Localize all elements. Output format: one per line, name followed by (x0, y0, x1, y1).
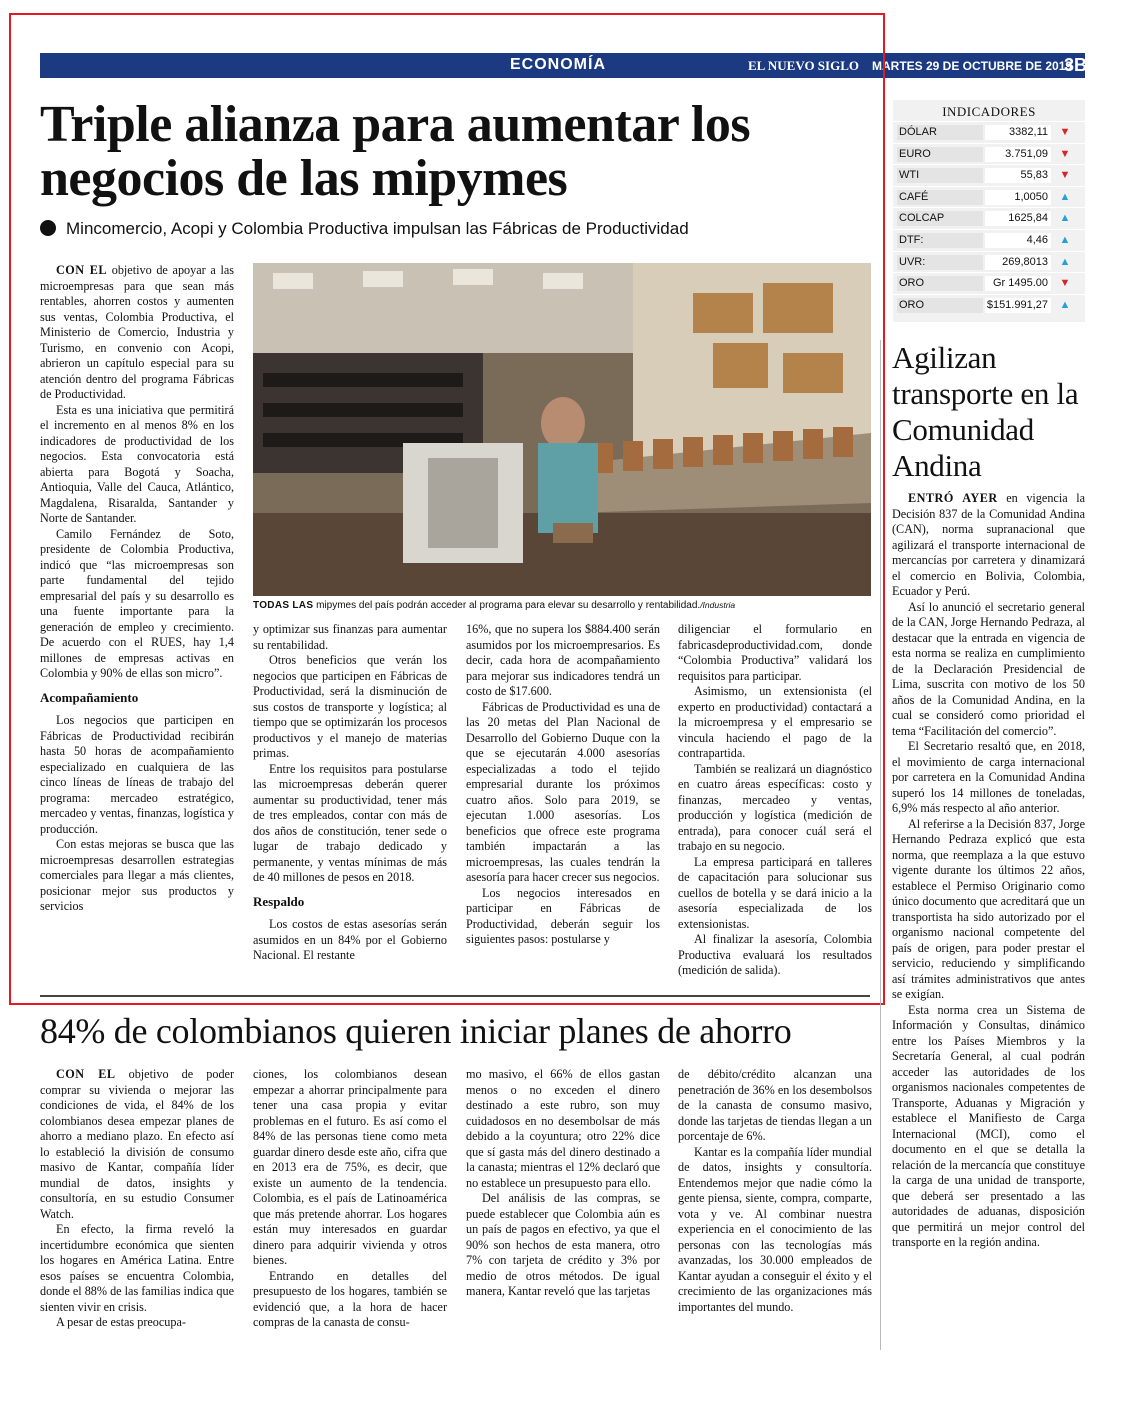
paragraph: Entre los requisitos para postularse las microempresas deberán querer aumentar su productividad, tener más de tres empleados, contar con más de dos años de constitución, tener sede o lugar de trabajo dedicado y permanente, y ventas mínimas de más de 40 millones de pesos en 2018. (253, 761, 447, 884)
paragraph: Otros beneficios que verán los negocios que participen en Fábricas de Productividad, será la disminución de sus costos de transporte y logística; al tiempo que se optimizarán los procesos productivos y el manejo de materias primas. (253, 653, 447, 760)
subheadline-text: Mincomercio, Acopi y Colombia Productiva impulsan las Fábricas de Productividad (66, 219, 689, 238)
factory-photo-illustration (253, 263, 871, 596)
indicator-label: ORO (897, 298, 983, 313)
indicator-row (893, 272, 1085, 294)
bottom-article-column-2 (253, 1067, 447, 1331)
paragraph: Los costos de estas asesorías serán asumidos en un 84% por el Gobierno Nacional. El restante (253, 917, 447, 962)
arrow-up-icon: ▲ (1059, 190, 1071, 203)
indicators-table (893, 100, 1085, 322)
indicator-value: Gr 1495.00 (985, 276, 1051, 291)
divider-rule (40, 995, 870, 997)
indicator-label: ORO (897, 276, 983, 291)
bottom-article-headline: 84% de colombianos quieren iniciar planes de ahorro (40, 1011, 792, 1051)
issue-date: MARTES 29 DE OCTUBRE DE 2019 (872, 59, 1073, 73)
indicator-value: 4,46 (985, 233, 1051, 248)
indicators-rows (893, 121, 1085, 315)
indicator-row (893, 251, 1085, 273)
paragraph: ENTRÓ AYER en vigencia la Decisión 837 de la Comunidad Andina (CAN), norma supranacional que agilizará el transporte internacional de mercancías por carretera y dinamizará el comercio en Bolivia, Colombia, Ecuador y Perú. (892, 491, 1085, 598)
indicator-value: 1625,84 (985, 211, 1051, 226)
indicator-row (893, 229, 1085, 251)
paragraph: Los negocios que participen en Fábricas de Productividad recibirán hasta 50 horas de acompañamiento especializado en cualquiera de las cinco líneas de líneas de trabajo del programa: mercadeo estratégico, mercadeo y ventas, finanzas, logística y producción. (40, 713, 234, 836)
indicator-row (893, 121, 1085, 143)
paragraph: mo masivo, el 66% de ellos gastan menos o no exceden el dinero destinado a este rubro, son muy cuidadosos en no desembolsar de más debido a la coyuntura; otro 22% dice que sí gasta más del dinero destinado a la canasta; mientras el 12% declaró que no establece un presupuesto para ello. (466, 1067, 660, 1190)
indicator-label: DÓLAR (897, 125, 983, 140)
indicator-row (893, 294, 1085, 316)
indicator-row (893, 186, 1085, 208)
paragraph: Asimismo, un extensionista (el experto en productividad) contactará a la microempresa y el empresario se vincula haciendo el pago de la contrapartida. (678, 684, 872, 760)
page-number: 3B (1064, 55, 1088, 75)
indicator-value: 3382,11 (985, 125, 1051, 140)
bullet-icon (40, 220, 56, 236)
paragraph: y optimizar sus finanzas para aumentar su rentabilidad. (253, 622, 447, 652)
article-column-1 (40, 263, 234, 915)
indicator-value: 3.751,09 (985, 147, 1051, 162)
lead-words: ENTRÓ AYER (908, 491, 998, 505)
bottom-article-column-1 (40, 1067, 234, 1331)
arrow-down-icon: ▼ (1059, 126, 1071, 138)
paragraph: CON EL objetivo de poder comprar su vivienda o mejorar las condiciones de vida, el 84% de los colombianos desea empezar planes de ahorro a mediano plazo. En efecto así lo estableció la división de consumo masivo de Kantar, compañía líder mundial de datos, insights y consultoría, en su estudio Consumer Watch. (40, 1067, 235, 1221)
paragraph: Esta norma crea un Sistema de Información y Consultas, dinámico entre los Países Miembros y la Secretaría General, al cual podrán acceder las autoridades de los organismos nacionales competentes de Transporte, Aduanas y Migración y establece el Manifiesto de Carga Internacional (MCI), como el documento en el que se detalla la relación de la mercancía que constituye la carga de una unidad de transporte, que deberá ser presentado a las autoridades de aduanas, disposición que permitirá un mejor control del transporte en la región andina. (892, 1002, 1085, 1249)
article-column-2 (253, 622, 447, 964)
indicator-row (893, 143, 1085, 165)
caption-lead: TODAS LAS (253, 600, 314, 611)
indicator-row (893, 207, 1085, 229)
paragraph: Kantar es la compañía líder mundial de datos, insights y consultoría. Entendemos mejor que nadie cómo la gente piensa, siente, compra, comparte, vota y ve. Al combinar nuestra experiencia en el conocimiento de las personas con las tecnologías más avanzadas, los 30.000 empleados de Kantar ayudan a conseguir el éxito y el crecimiento de las organizaciones más importantes del mundo. (678, 1144, 872, 1314)
paragraph: Fábricas de Productividad es una de las 20 metas del Plan Nacional de Desarrollo del Gobierno Duque con la que se ejecutarán 4.000 asesorías especializadas a todo el tejido empresarial durante los próximos cuatro años. Solo para 2019, se ejecutan 1.000 asesorías. Los beneficios que ofrece este programa también impactarán a las microempresas, las cuales tendrán la asesoría para hacer crecer sus negocios. (466, 699, 660, 884)
paragraph: Al finalizar la asesoría, Colombia Productiva evaluará los resultados (medición de salida). (678, 932, 872, 977)
paragraph: La empresa participará en talleres de capacitación para solucionar sus cuellos de botella y se dará inicio a la asesoría especializada de los extensionistas. (678, 854, 872, 931)
paragraph: 16%, que no supera los $884.400 serán asumidos por los microempresarios. Es decir, cada hora de acompañamiento para mejorar sus indicadores tendrá un costo de $17.600. (466, 622, 660, 698)
newspaper-name: EL NUEVO SIGLO (748, 58, 859, 73)
paragraph: Esta es una iniciativa que permitirá el incremento en al menos 8% en los indicadores de productividad de los negocios. Esta convocatoria está abierta para Bogotá y Soacha, Antioquia, Valle del Cauca, Atlántico, Magdalena, Risaralda, Santander y Norte de Santander. (40, 402, 234, 525)
article-column-4 (678, 622, 872, 979)
indicator-label: UVR: (897, 255, 983, 270)
paragraph: También se realizará un diagnóstico en cuatro áreas específicas: costo y finanzas, mercadeo y ventas, producción y logística (medición de entrada), para conocer cuál será el trabajo en su negocio. (678, 761, 872, 853)
lead-words: CON EL (56, 1067, 116, 1081)
arrow-up-icon: ▲ (1059, 298, 1071, 311)
side-article-headline: Agilizan transporte en la Comunidad Andina (892, 340, 1079, 483)
paragraph: Con estas mejoras se busca que las microempresas desarrollen estrategias comerciales para llegar a más clientes, posicionar mejor sus productos y servicios (40, 837, 234, 913)
lead-words: CON EL (56, 263, 108, 277)
indicator-value: 269,8013 (985, 255, 1051, 270)
paragraph: CON EL objetivo de apoyar a las microempresas para que sean más rentables, ahorren costos y aumenten sus ventas, Colombia Productiva, el Ministerio de Comercio, Industria y Turismo, en convenio con Acopi, abrieron un capítulo especial para su atención dentro del programa Fábricas de Productividad. (40, 263, 235, 401)
indicator-label: COLCAP (897, 211, 983, 226)
caption-credit: /Industria (700, 600, 736, 610)
side-article-body (892, 491, 1085, 1251)
paragraph: Los negocios interesados en participar en Fábricas de Productividad, deberán seguir los siguientes pasos: postularse y (466, 885, 660, 946)
section-name: ECONOMÍA (510, 56, 606, 73)
paragraph: El Secretario resaltó que, en 2018, el movimiento de carga internacional por carretera en la Comunidad Andina superó los 14 millones de toneladas, 6,9% más respecto al año anterior. (892, 739, 1085, 815)
indicator-label: EURO (897, 147, 983, 162)
arrow-down-icon: ▼ (1059, 169, 1071, 182)
paragraph: Así lo anunció el secretario general de la CAN, Jorge Hernando Pedraza, al destacar que la entrada en vigencia de esta norma se realiza en cumplimiento de la Declaración Presidencial de Lima, suscrita con motivo de los 50 años de la Comunidad Andina, en la cual se consideró como prioridad el tema “Facilitación del comercio”. (892, 599, 1085, 738)
bottom-article-column-3 (466, 1067, 660, 1300)
arrow-down-icon: ▼ (1059, 147, 1071, 160)
article-subheadline (40, 219, 860, 239)
bottom-article-column-4 (678, 1067, 872, 1315)
indicator-value: 55,83 (985, 168, 1051, 183)
paragraph: Del análisis de las compras, se puede establecer que Colombia aún es un país de pagos en efectivo, ya que el 90% son hechos de esta manera, otro 7% con tarjeta de crédito y 3% por medio de otros métodos. De igual manera, Kantar reveló que las tarjetas (466, 1191, 660, 1298)
indicator-value: 1,0050 (985, 190, 1051, 205)
indicators-title: INDICADORES (942, 104, 1036, 119)
paragraph: Entrando en detalles del presupuesto de los hogares, también se evidenció que, a la hora de hacer compras de la canasta de consu- (253, 1268, 447, 1329)
indicator-value: $151.991,27 (985, 298, 1051, 313)
arrow-up-icon: ▲ (1059, 255, 1071, 268)
caption-text: mipymes del país podrán acceder al programa para elevar su desarrollo y rentabilidad. (316, 600, 701, 611)
indicator-label: CAFÉ (897, 190, 983, 205)
photo-caption (253, 600, 873, 611)
paragraph: Al referirse a la Decisión 837, Jorge Hernando Pedraza explicó que esta norma, que reemplaza a la que estuvo vigente durante los últimos 22 años, establece el Permiso Originario como único documento que acreditará que un transportista ha sido autorizado por el organismo nacional competente del país de origen, para poder prestar el servicio, reduciendo y simplificando así trámites administrativos que antes se exigían. (892, 816, 1085, 1001)
arrow-down-icon: ▼ (1059, 277, 1071, 290)
arrow-up-icon: ▲ (1059, 212, 1071, 225)
article-column-3 (466, 622, 660, 948)
indicator-label: DTF: (897, 233, 983, 248)
section-subhead: Respaldo (253, 893, 305, 909)
paragraph: ciones, los colombianos desean empezar a ahorrar principalmente para tener una casa propia y evitar problemas en el futuro. Es así como el 84% de las personas tiene como meta guardar dinero desde este año, cifra que en 2013 era de 75%, es decir, que existe un aumento de la tendencia. Colombia, es el país de Latinoamérica que más pretende ahorrar. Los hogares están muy interesados en guardar dinero para adquirir vivienda y otros bienes. (253, 1067, 447, 1267)
article-photo (253, 263, 871, 596)
paragraph: A pesar de estas preocupa- (56, 1315, 186, 1329)
indicator-row (893, 164, 1085, 186)
paragraph: Camilo Fernández de Soto, presidente de Colombia Productiva, indicó que “las microempresas son parte fundamental del tejido empresarial del país y su desarrollo es una fuente importante para la generación de empleo y crecimiento. De acuerdo con el RUES, hay 1,4 millones de empresas activas en Colombia y 90% de ellas son micro”. (40, 526, 234, 680)
article-headline: Triple alianza para aumentar los negocios de las mipymes (40, 96, 751, 207)
paragraph: de débito/crédito alcanzan una penetración de 36% en los desembolsos de la canasta de consumo masivo, donde las tarjetas de tiendas llegan a un porcentaje de 6%. (678, 1067, 872, 1143)
paragraph: diligenciar el formulario en fabricasdeproductividad.com, donde “Colombia Productiva” validará los requisitos para participar. (678, 622, 872, 683)
section-subhead: Acompañamiento (40, 689, 139, 705)
arrow-up-icon: ▲ (1059, 233, 1071, 246)
column-divider (880, 340, 881, 1350)
paragraph: En efecto, la firma reveló la incertidumbre económica que sienten los hogares en América Latina. Entre esos países se encuentra Colombia, donde el 88% de las familias indica que sienten vivir en crisis. (40, 1222, 234, 1314)
indicator-label: WTI (897, 168, 983, 183)
